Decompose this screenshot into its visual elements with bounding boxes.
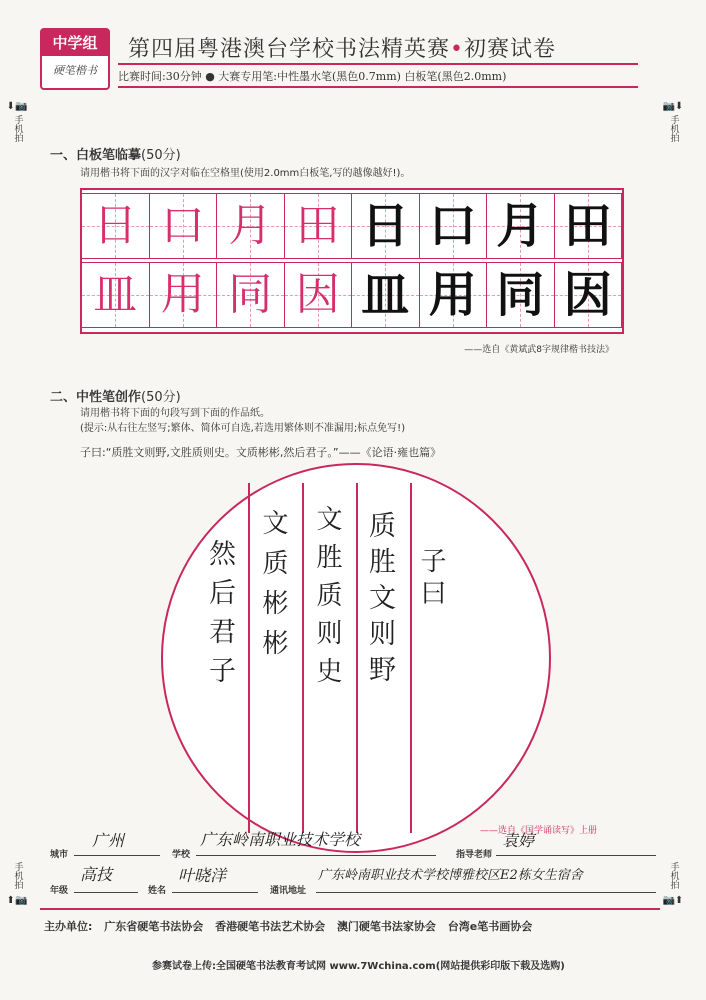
- download-camera-icon: ⬇📷: [6, 101, 28, 112]
- group-badge: [40, 28, 110, 90]
- column-1-text: 子曰: [416, 547, 446, 611]
- model-cell: 用: [150, 262, 218, 328]
- model-cell: 同: [217, 262, 285, 328]
- teacher-value: 袁婷: [502, 831, 535, 850]
- upload-camera-icon: ⬆📷: [6, 895, 28, 906]
- organizer: 澳门硬笔书法家协会: [336, 920, 436, 933]
- address-value: 广东岭南职业技术学校博雅校区E2栋女生宿舍: [318, 868, 583, 883]
- side-label-top-left: ⬇📷 手机拍: [6, 101, 28, 142]
- column-divider: [302, 483, 304, 833]
- exam-info: 比赛时间:30分钟 ● 大赛专用笔:中性墨水笔(黑色0.7mm) 白板笔(黑色2.0mm): [118, 70, 507, 83]
- model-cell: 皿: [82, 262, 150, 328]
- writing-columns: [200, 483, 460, 833]
- name-value: 叶晓洋: [178, 866, 227, 885]
- school-value: 广东岭南职业技术学校: [200, 830, 361, 849]
- model-cell: 月: [217, 193, 285, 259]
- badge-style: 硬笔楷书: [53, 64, 97, 77]
- column-3-text: 文胜质则史: [312, 505, 342, 695]
- copy-cell: 田: [555, 193, 623, 259]
- header-rule-bottom: [118, 86, 638, 88]
- copy-cell: 口: [420, 193, 488, 259]
- section2-instruction-2: (提示:从右往左竖写;繁体、简体可自选,若选用繁体则不准漏用;标点免写!): [80, 423, 406, 434]
- city-label: 城市: [50, 850, 69, 860]
- column-divider: [410, 483, 412, 833]
- section2-title: 二、中性笔创作(50分): [50, 390, 181, 405]
- section2-source: ——选自《国学诵读写》上册: [480, 826, 598, 836]
- organizer: 台湾e笔书画协会: [447, 920, 533, 933]
- organizers: 主办单位: 广东省硬笔书法协会 香港硬笔书法艺术协会 澳门硬笔书法家协会 台湾e笔书画协会: [44, 920, 533, 933]
- source-quote: 子曰:“质胜文则野,文胜质则史。文质彬彬,然后君子。”——《论语·雍也篇》: [80, 446, 442, 459]
- city-value: 广州: [92, 831, 125, 850]
- section1-source: ——选自《黄斌武8字规律楷书技法》: [464, 345, 614, 355]
- school-label: 学校: [172, 850, 191, 860]
- header-rule-top: [118, 63, 638, 65]
- column-divider: [248, 483, 250, 833]
- side-label-bottom-right: 手机拍 📷⬆: [662, 862, 684, 906]
- page-title: 第四届粤港澳台学校书法精英赛•初赛试卷: [128, 37, 557, 62]
- school-underline: [196, 855, 436, 856]
- upload-info: 参赛试卷上传:全国硬笔书法教育考试网 www.7Wchina.com(网站提供彩印版下载及选购): [152, 961, 565, 972]
- section2-instruction-1: 请用楷书将下面的句段写到下面的作品纸。: [80, 408, 270, 419]
- teacher-label: 指导老师: [456, 850, 493, 860]
- model-cell: 日: [82, 193, 150, 259]
- column-4-text: 文质彬彬: [258, 509, 288, 669]
- grade-value: 高技: [80, 865, 113, 884]
- column-5-text: 然后君子: [204, 539, 235, 695]
- teacher-underline: [496, 855, 656, 856]
- section1-instruction: 请用楷书将下面的汉字对临在空格里(使用2.0mm白板笔,写的越像越好!)。: [80, 168, 411, 179]
- grade-label: 年级: [50, 886, 69, 896]
- copy-cell: 日: [352, 193, 420, 259]
- organizer: 香港硬笔书法艺术协会: [215, 920, 326, 933]
- camera-download-icon: 📷⬇: [662, 101, 684, 112]
- column-divider: [356, 483, 358, 833]
- copy-cell: 用: [420, 262, 488, 328]
- practice-grid: [80, 188, 624, 334]
- grade-underline: [74, 892, 138, 893]
- model-cell: 因: [285, 262, 353, 328]
- section1-title: 一、白板笔临摹(50分): [50, 148, 181, 163]
- column-2-text: 质胜文则野: [364, 511, 395, 691]
- address-underline: [316, 892, 656, 893]
- grid-row-2: [82, 262, 622, 328]
- side-label-bottom-left: 手机拍 ⬆📷: [6, 862, 28, 906]
- copy-cell: 月: [487, 193, 555, 259]
- badge-group: 中学组: [42, 30, 108, 56]
- city-underline: [74, 855, 160, 856]
- footer-rule: [40, 908, 660, 910]
- model-cell: 口: [150, 193, 218, 259]
- copy-cell: 皿: [352, 262, 420, 328]
- grid-row-1: [82, 193, 622, 259]
- camera-upload-icon: 📷⬆: [662, 895, 684, 906]
- model-cell: 田: [285, 193, 353, 259]
- copy-cell: 因: [555, 262, 623, 328]
- copy-cell: 同: [487, 262, 555, 328]
- side-label-top-right: 📷⬇ 手机拍: [662, 101, 684, 142]
- address-label: 通讯地址: [270, 886, 307, 896]
- organizer: 广东省硬笔书法协会: [104, 920, 204, 933]
- name-label: 姓名: [148, 886, 167, 896]
- name-underline: [172, 892, 258, 893]
